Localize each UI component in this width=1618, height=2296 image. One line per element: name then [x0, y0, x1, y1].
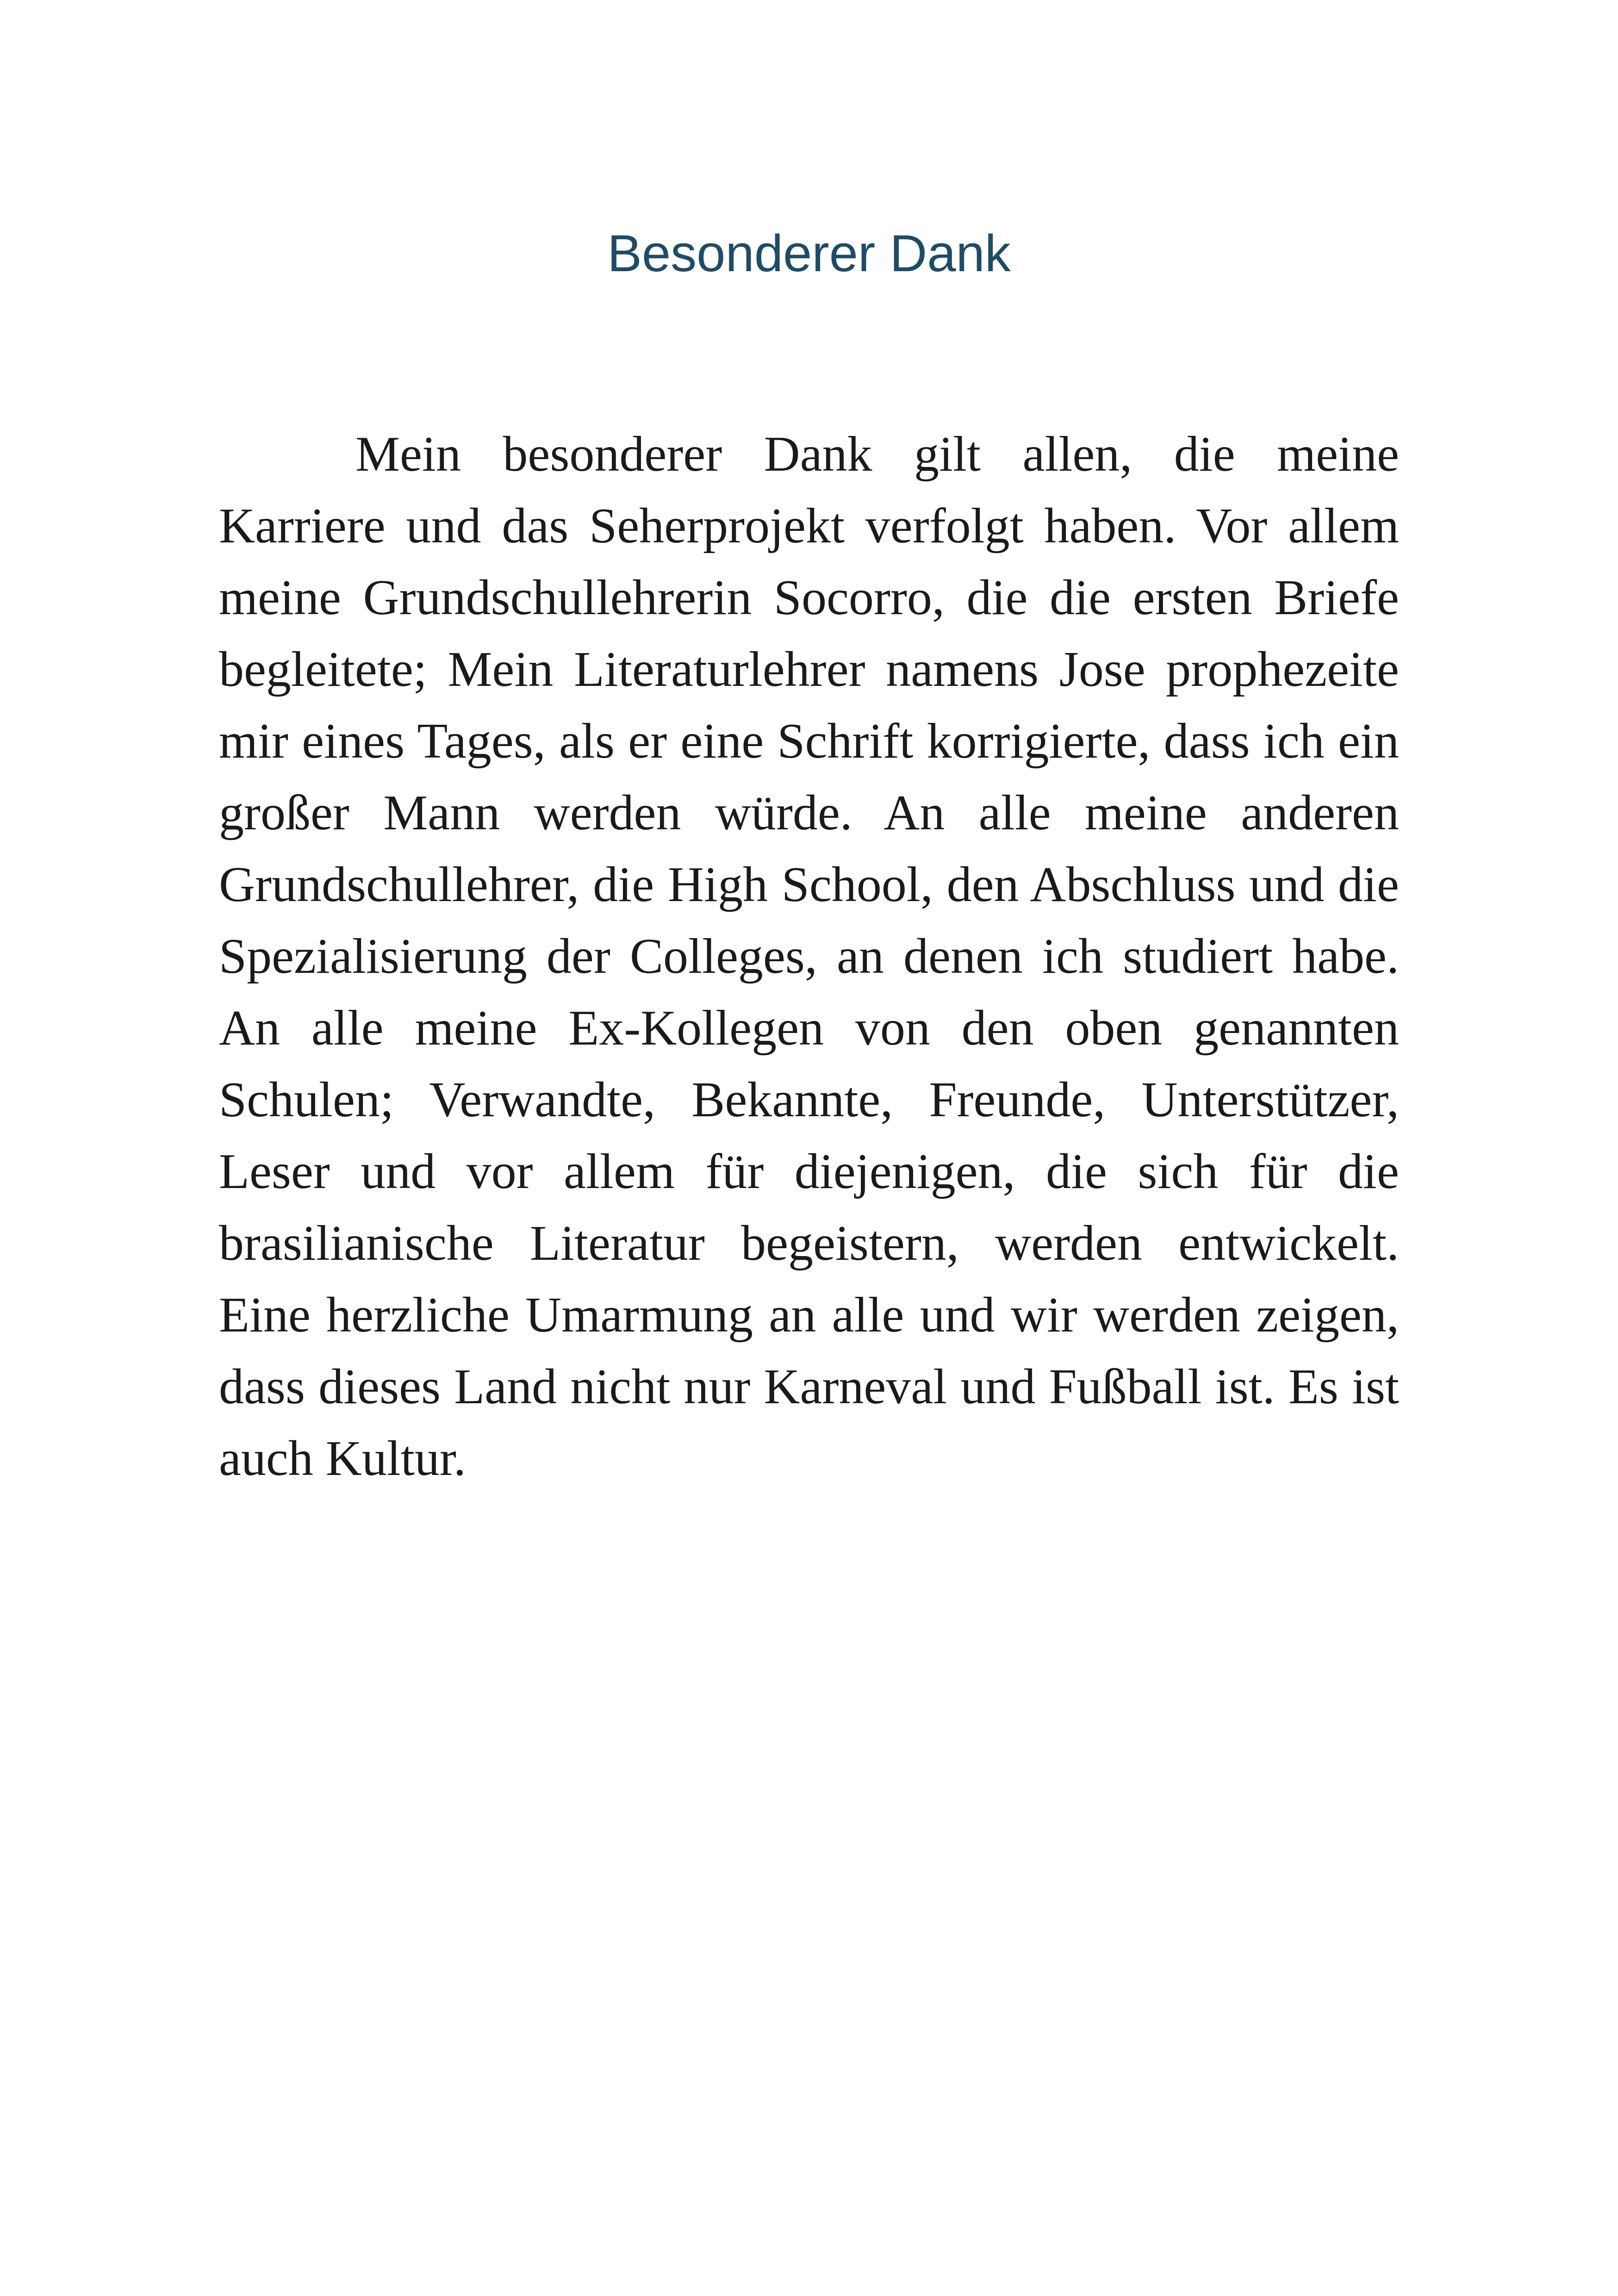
- page-title: Besonderer Dank: [607, 224, 1011, 282]
- acknowledgement-paragraph: Mein besonderer Dank gilt allen, die meine Karriere und das Seherprojekt verfolgt haben. Vor allem meine Grundschullehrerin Socorro, die die ersten Briefe begleitete; Mein Literaturlehrer namens Jose prophezeite mir eines Tages, als er eine Schrift korrigierte, dass ich ein großer Mann werden würde. An alle meine anderen Grundschullehrer, die High School, den Abschluss und die Spezialisierung der Colleges, an denen ich studiert habe. An alle meine Ex-Kollegen von den oben genannten Schulen; Verwandte, Bekannte, Freunde, Unterstützer, Leser und vor allem für diejenigen, die sich für die brasilianische Literatur begeistern, werden entwickelt. Eine herzliche Umarmung an alle und wir werden zeigen, dass dieses Land nicht nur Karneval und Fußball ist. Es ist auch Kultur.: [219, 427, 1399, 1486]
